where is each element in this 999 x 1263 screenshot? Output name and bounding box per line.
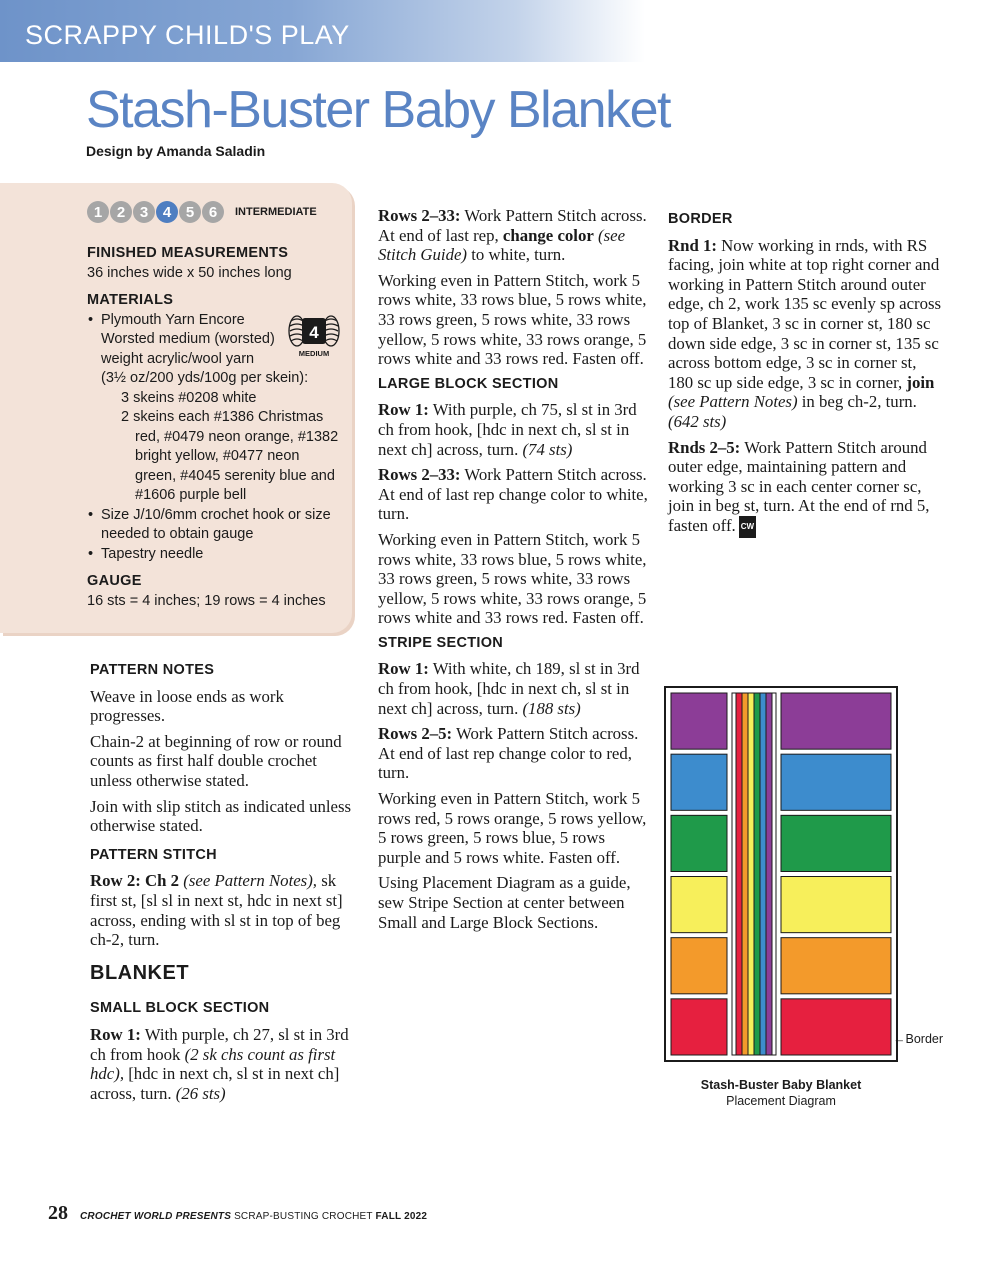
material-line: 3 skeins #0208 white	[121, 390, 257, 406]
border-heading: BORDER	[668, 211, 733, 227]
stripe-heading: STRIPE SECTION	[378, 634, 504, 651]
pattern-stitch-text	[90, 871, 362, 949]
stripe-band	[736, 693, 742, 1055]
skill-level-5: 5	[179, 201, 201, 223]
large-block	[781, 938, 891, 994]
note-ref: (2 sk chs count as first hdc),	[90, 1044, 336, 1084]
row-label: Row 1:	[90, 1024, 141, 1044]
note-ref: (see Stitch Guide)	[378, 225, 626, 265]
border-label: Border	[905, 1032, 944, 1046]
stitch-count: (642 sts)	[668, 411, 727, 431]
column-2	[378, 206, 650, 938]
placement-diagram	[664, 686, 898, 1062]
row-label: Rows 2–5:	[378, 724, 453, 744]
material-line: Plymouth Yarn Encore	[101, 312, 245, 328]
large-block-heading: LARGE BLOCK SECTION	[378, 375, 559, 392]
instruction-text: With white, ch 189, sl st in 3rd ch from hook, [hdc in next ch, sl st in next ch] across, turn.	[378, 659, 640, 718]
row-label: Rnds 2–5:	[668, 437, 741, 457]
stripe-band	[754, 693, 760, 1055]
pattern-note: Weave in loose ends as work progresses.	[90, 686, 284, 726]
designer-byline: Design by Amanda Saladin	[86, 143, 266, 159]
material-line: Size J/10/6mm crochet hook or size	[101, 507, 331, 523]
materials-heading: MATERIALS	[87, 292, 174, 308]
small-block-row1	[90, 1025, 362, 1103]
border-rnd1	[668, 236, 944, 432]
term: change color	[502, 225, 594, 245]
small-block	[671, 999, 727, 1055]
cw-end-mark: CW	[739, 516, 756, 538]
skill-level-label: INTERMEDIATE	[235, 206, 317, 218]
material-line: 2 skeins each #1386 Christmas	[121, 409, 324, 425]
bullet: •	[88, 507, 94, 523]
material-line: weight acrylic/wool yarn	[101, 351, 255, 367]
yarn-weight-label: MEDIUM	[298, 349, 330, 358]
section-title: SCRAPPY CHILD'S PLAY	[25, 20, 350, 50]
large-block-row1	[378, 400, 650, 459]
stripe-band	[760, 693, 766, 1055]
gauge-text: 16 sts = 4 inches; 19 rows = 4 inches	[87, 593, 326, 609]
small-block	[671, 693, 727, 749]
term: join	[906, 372, 935, 392]
gauge-heading: GAUGE	[87, 573, 142, 589]
stripe-band	[742, 693, 748, 1055]
skill-level-indicator	[87, 201, 317, 223]
border-callout	[893, 1032, 943, 1046]
pattern-note: Chain-2 at beginning of row or round counts as first half double crochet unless otherwise stated.	[90, 731, 342, 790]
stripe-band	[748, 693, 754, 1055]
page-footer	[48, 1202, 427, 1225]
material-line: (3½ oz/200 yds/100g per skein):	[101, 370, 309, 386]
large-block	[781, 693, 891, 749]
instruction-text: Work Pattern Stitch across. At end of last rep change color to red, turn.	[378, 724, 639, 783]
instruction-text: Now working in rnds, with RS facing, join white at top right corner and working in Pattern Stitch around outer edge, ch 2, work 135 sc evenly sp across top of Blanket, 3 sc in corner st, 180 sc down side edge, 3 sc in corner st, 135 sc across bottom edge, 3 sc in corner st, 180 sc up side edge, 3 sc in corner,	[668, 235, 942, 392]
skill-level-2: 2	[110, 201, 132, 223]
instruction-paragraph: Working even in Pattern Stitch, work 5 rows red, 5 rows orange, 5 rows yellow, 5 rows green, 5 rows blue, 5 rows purple and 5 rows white. Fasten off.	[378, 789, 647, 867]
instruction-text: Work Pattern Stitch across. At end of last rep change color to white, turn.	[378, 465, 648, 524]
instruction-text: to white, turn.	[471, 245, 566, 265]
pattern-note: Join with slip stitch as indicated unless otherwise stated.	[90, 796, 352, 836]
instruction-text: Work Pattern Stitch around outer edge, maintaining pattern and working 3 sc in each center corner sc, join in beg st, turn. At the end of rnd 5, fasten off.	[668, 437, 930, 535]
row-label: Row 1:	[378, 659, 429, 679]
material-line: Tapestry needle	[101, 546, 204, 562]
stripe-rows	[378, 724, 650, 783]
skill-level-6: 6	[202, 201, 224, 223]
page-title: Stash-Buster Baby Blanket	[86, 81, 670, 139]
pattern-notes-heading: PATTERN NOTES	[90, 662, 215, 678]
finished-heading: FINISHED MEASUREMENTS	[87, 245, 289, 261]
large-block	[781, 999, 891, 1055]
diagram-caption-sub: Placement Diagram	[726, 1094, 836, 1108]
instruction-text: [hdc in next ch, sl st in next ch] across, turn.	[90, 1064, 340, 1103]
skill-level-3: 3	[133, 201, 155, 223]
small-block	[671, 938, 727, 994]
small-block-rows	[378, 206, 650, 265]
stitch-count: (188 sts)	[522, 698, 581, 718]
stitch-count: (74 sts)	[522, 439, 573, 459]
stitch-count: (26 sts)	[175, 1083, 226, 1103]
issue-season: FALL 2022	[375, 1211, 428, 1222]
small-block-heading: SMALL BLOCK SECTION	[90, 1000, 270, 1017]
note-ref: (see Pattern Notes),	[183, 871, 318, 891]
row-label: Row 1:	[378, 400, 429, 420]
footer-text	[80, 1211, 427, 1222]
row-label: Row 2: Ch 2	[90, 871, 180, 891]
stripe-section	[732, 693, 776, 1055]
row-label: Rnd 1:	[668, 235, 717, 255]
yarn-weight-icon	[285, 312, 343, 360]
page-number: 28	[48, 1202, 68, 1224]
stripe-band	[766, 693, 772, 1055]
material-line: green, #4045 serenity blue and	[135, 468, 335, 484]
material-line: bright yellow, #0477 neon	[135, 448, 300, 464]
large-block	[781, 815, 891, 871]
yarn-weight-number: 4	[309, 323, 319, 342]
arrow-left-icon: ←	[893, 1032, 906, 1046]
instruction-text: in beg ch-2, turn.	[801, 392, 917, 412]
instruction-text: With purple, ch 75, sl st in 3rd ch from hook, [hdc in next ch, sl st in next ch] across, turn.	[378, 400, 637, 459]
instruction-paragraph: Using Placement Diagram as a guide, sew Stripe Section at center between Small and Large Block Sections.	[378, 873, 631, 932]
instruction-paragraph: Working even in Pattern Stitch, work 5 rows white, 33 rows blue, 5 rows white, 33 rows green, 5 rows white, 33 rows yellow, 5 rows white, 33 rows orange, 5 rows white and 33 rows red. Fasten off.	[378, 529, 647, 628]
section-banner	[0, 0, 645, 62]
column-1	[90, 657, 362, 1109]
material-line: #1606 purple bell	[135, 487, 247, 503]
large-block-rows	[378, 465, 650, 524]
large-block	[781, 877, 891, 933]
small-block	[671, 815, 727, 871]
skill-level-1: 1	[87, 201, 109, 223]
instruction-text: sk first st, [sl sl in next st, hdc in next st] across, ending with sl st in top of beg ch-2, turn.	[90, 871, 343, 950]
pattern-stitch-heading: PATTERN STITCH	[90, 846, 217, 863]
skill-level-4-active: 4	[156, 201, 178, 223]
large-block	[781, 754, 891, 810]
stripe-row1	[378, 659, 650, 718]
instruction-text: Work Pattern Stitch across. At end of last rep,	[378, 206, 647, 245]
note-ref: (see Pattern Notes)	[668, 392, 798, 412]
material-line: Worsted medium (worsted)	[101, 331, 275, 347]
small-block	[671, 877, 727, 933]
instruction-paragraph: Working even in Pattern Stitch, work 5 rows white, 33 rows blue, 5 rows white, 33 rows green, 5 rows white, 33 rows yellow, 5 rows white, 33 rows orange, 5 rows white and 33 rows red. Fasten off.	[378, 270, 647, 369]
bullet: •	[88, 546, 94, 562]
row-label: Rows 2–33:	[378, 206, 461, 225]
magazine-name: CROCHET WORLD PRESENTS	[80, 1211, 232, 1222]
diagram-caption-title: Stash-Buster Baby Blanket	[700, 1078, 862, 1092]
border-rnds	[668, 438, 944, 538]
material-line: needed to obtain gauge	[101, 526, 254, 542]
issue-name: SCRAP-BUSTING CROCHET	[234, 1211, 373, 1222]
column-3	[668, 206, 944, 544]
bullet: •	[88, 312, 94, 328]
blanket-heading: BLANKET	[90, 961, 190, 984]
instruction-text: With purple, ch 27, sl st in 3rd ch from hook	[90, 1024, 349, 1064]
row-label: Rows 2–33:	[378, 465, 461, 485]
small-block	[671, 754, 727, 810]
finished-text: 36 inches wide x 50 inches long	[87, 265, 292, 281]
material-line: red, #0479 neon orange, #1382	[135, 429, 339, 445]
